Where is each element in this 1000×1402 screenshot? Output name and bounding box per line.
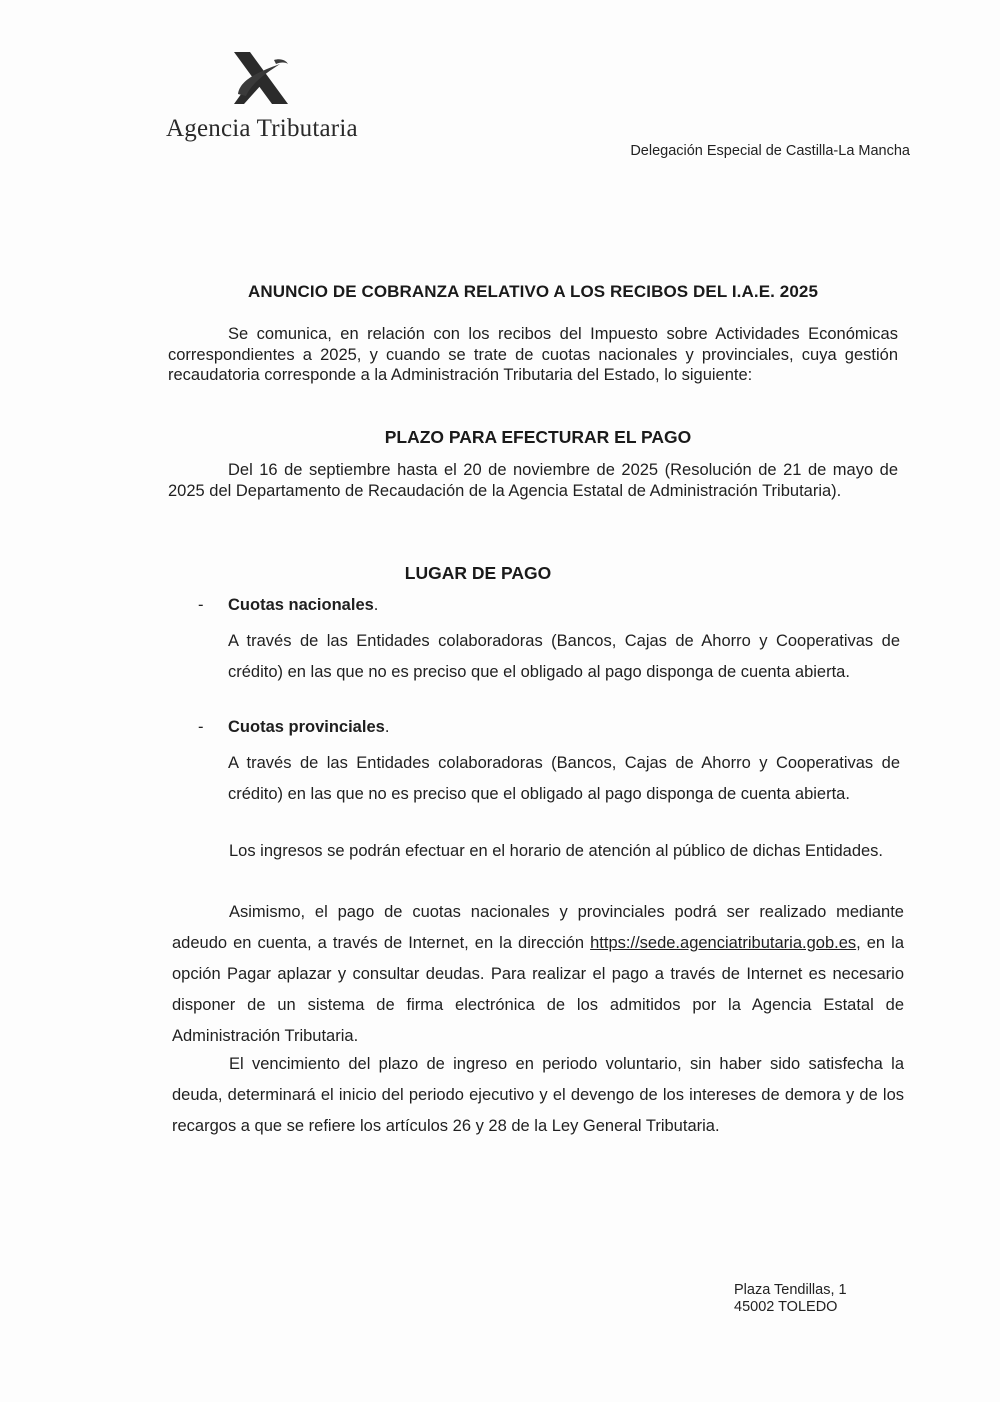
agencia-tributaria-logo-icon: [228, 50, 294, 108]
intro-paragraph: Se comunica, en relación con los recibos del Impuesto sobre Actividades Económicas correspondientes a 2025, y cuando se trate de cuotas nacionales y provinciales, cuya gestión recaudatoria corresponde a la Administración Tributaria del Estado, lo siguiente:: [168, 325, 898, 384]
list-item-heading: [228, 596, 378, 615]
delegacion-heading: Delegación Especial de Castilla-La Mancha: [630, 143, 910, 159]
internet-paragraph: [172, 897, 904, 1052]
internet-text-after: , en la opción Pagar aplazar y consultar deudas. Para realizar el pago a través de Internet es necesario disponer de un sistema de firma electrónica de los admitidos por la Agencia Estatal de Administración Tributaria.: [172, 934, 904, 1045]
plazo-section-title: PLAZO PARA EFECTURAR EL PAGO: [384, 427, 692, 447]
cuotas-nacionales-label: Cuotas nacionales: [228, 596, 374, 614]
cuotas-provinciales-label: Cuotas provinciales: [228, 718, 385, 736]
list-item-heading: [228, 718, 389, 737]
address-line-2: 45002 TOLEDO: [734, 1299, 838, 1315]
document-title: ANUNCIO DE COBRANZA RELATIVO A LOS RECIBOS DEL I.A.E. 2025: [247, 282, 818, 301]
list-item-text: A través de las Entidades colaboradoras (Bancos, Cajas de Ahorro y Cooperativas de crédito) en las que no es preciso que el obligado al pago disponga de cuenta abierta.: [228, 754, 900, 803]
plazo-paragraph: Del 16 de septiembre hasta el 20 de noviembre de 2025 (Resolución de 21 de mayo de 2025 del Departamento de Recaudación de la Agencia Estatal de Administración Tributaria).: [168, 461, 898, 500]
list-dash: -: [198, 718, 204, 736]
vencimiento-paragraph: El vencimiento del plazo de ingreso en periodo voluntario, sin haber sido satisfecha la deuda, determinará el inicio del periodo ejecutivo y el devengo de los intereses de demora y de los recargos a que se refiere los artículos 26 y 28 de la Ley General Tributaria.: [172, 1055, 904, 1135]
list-item-text: A través de las Entidades colaboradoras (Bancos, Cajas de Ahorro y Cooperativas de crédito) en las que no es preciso que el obligado al pago disponga de cuenta abierta.: [228, 632, 900, 681]
horario-paragraph: Los ingresos se podrán efectuar en el horario de atención al público de dichas Entidades.: [229, 842, 884, 860]
internet-text-before: Asimismo, el pago de cuotas nacionales y provinciales podrá ser realizado mediante adeudo en cuenta, a través de Internet, en la dirección: [172, 903, 904, 952]
footer-address: [734, 1282, 847, 1316]
logo-text: Agencia Tributaria: [166, 115, 358, 142]
list-dash: -: [198, 596, 204, 614]
address-line-1: Plaza Tendillas, 1: [734, 1282, 847, 1298]
lugar-section-title: LUGAR DE PAGO: [404, 563, 552, 583]
heading-period: .: [373, 596, 379, 614]
sede-link[interactable]: https://sede.agenciatributaria.gob.es: [590, 934, 857, 952]
heading-period: .: [384, 718, 390, 736]
